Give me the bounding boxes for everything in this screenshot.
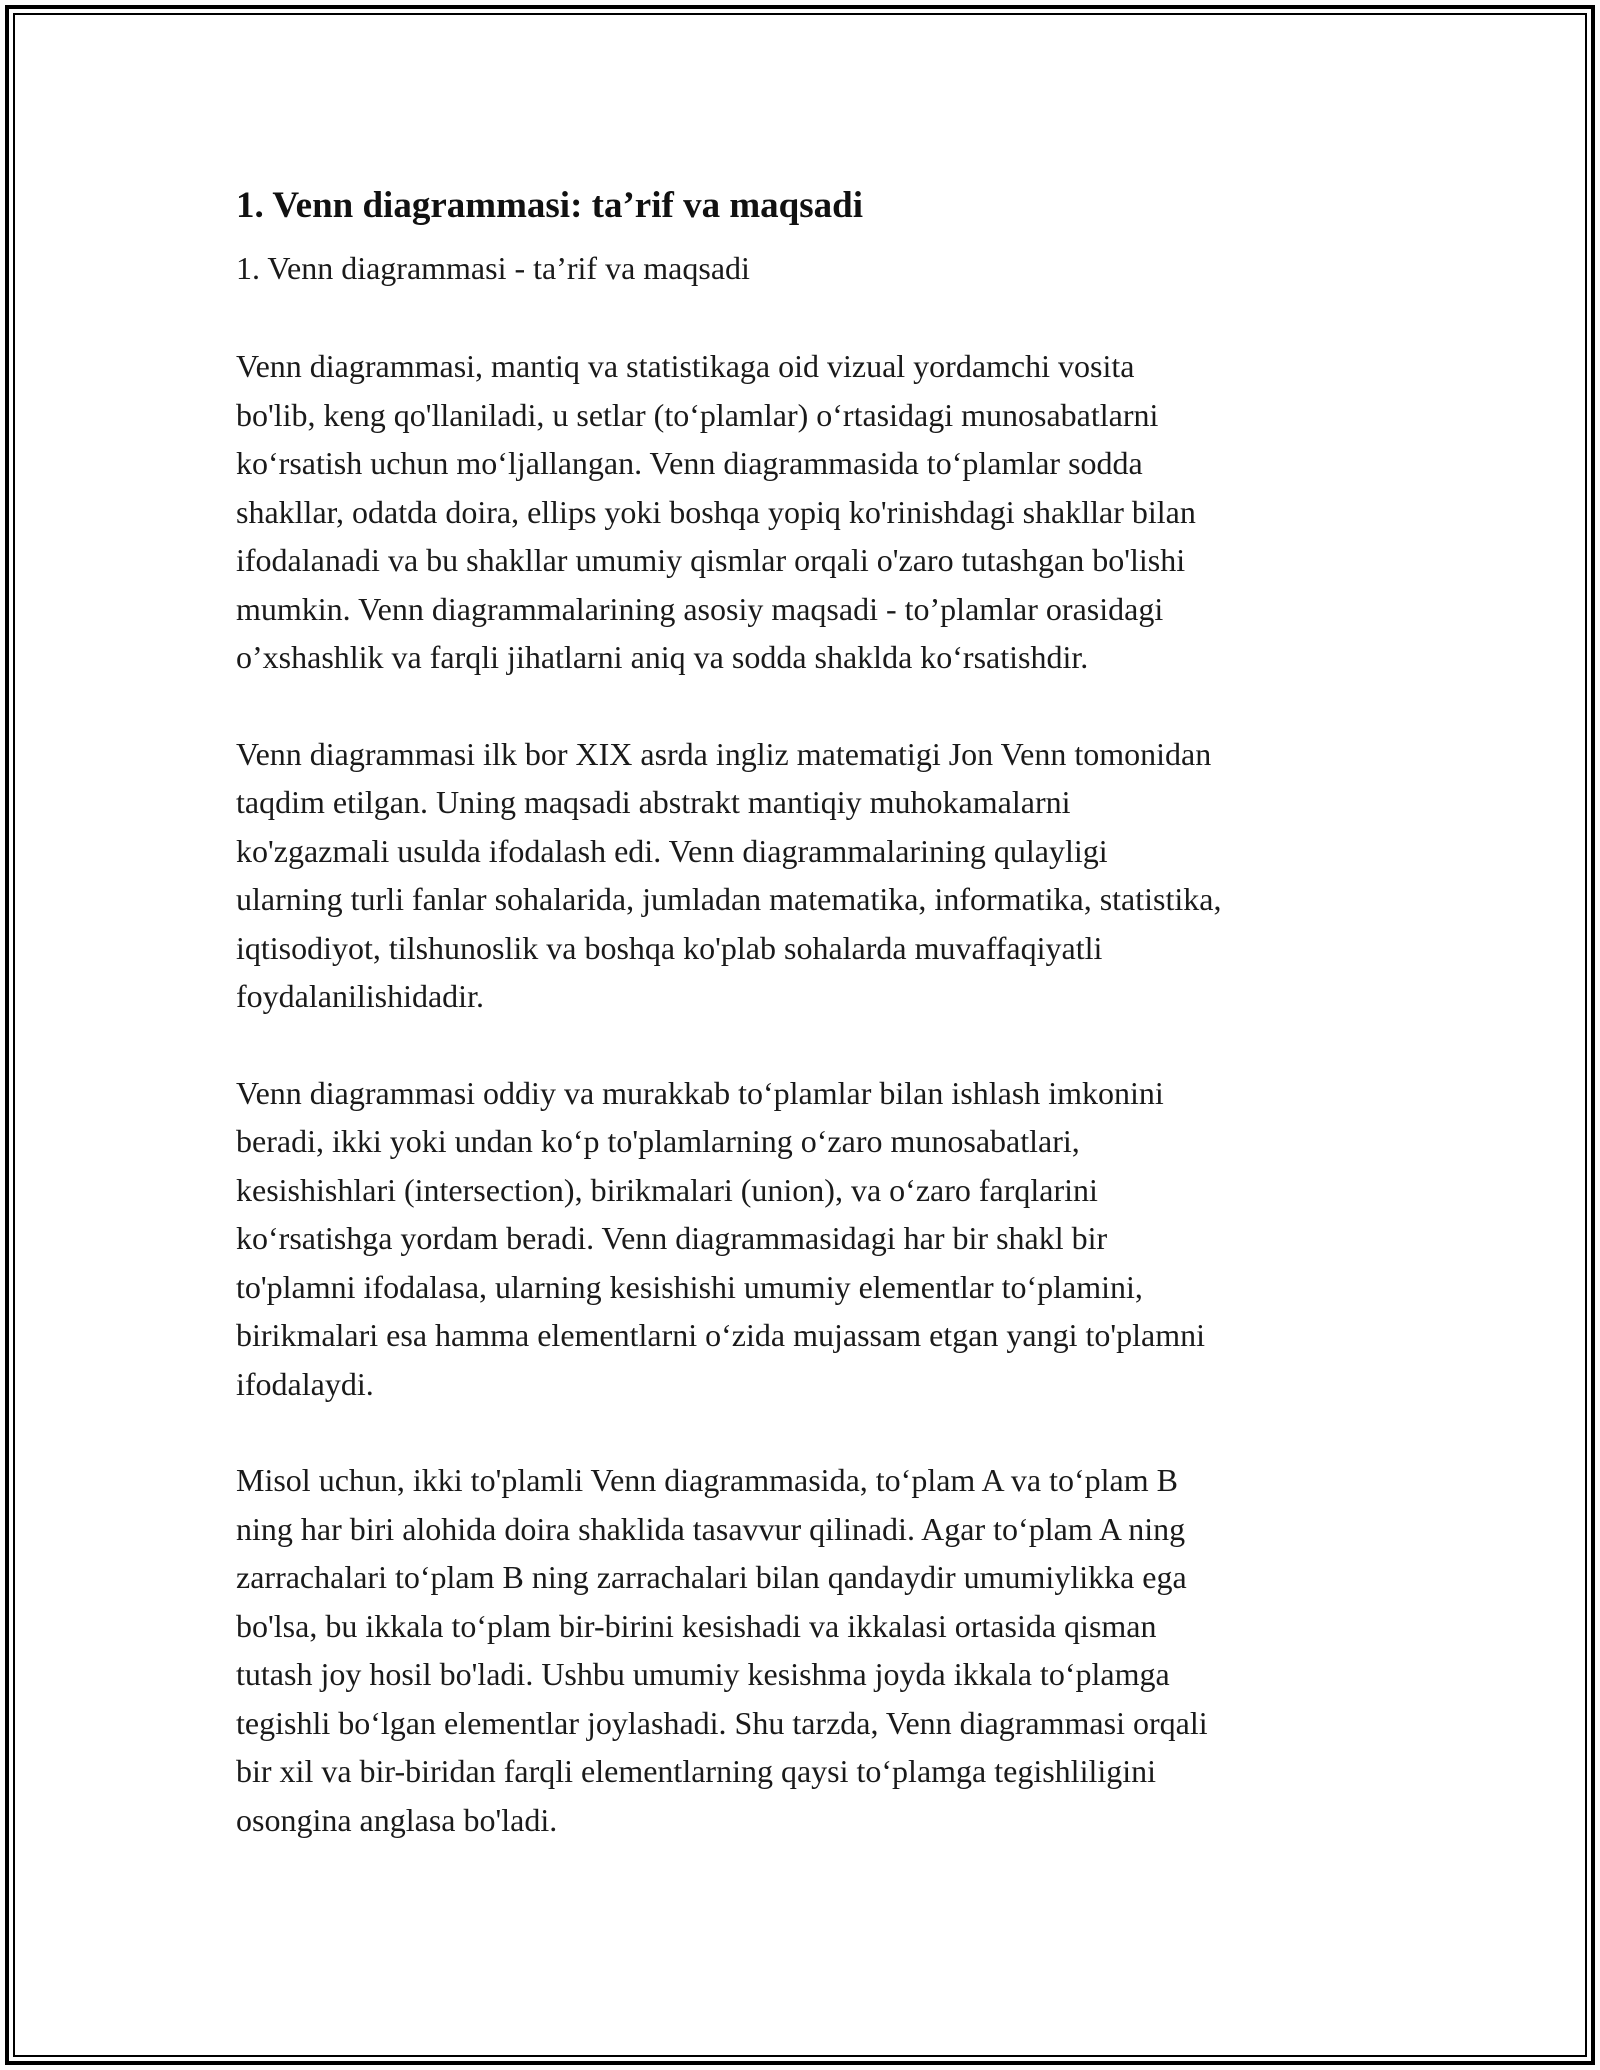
text-line: birikmalari esa hamma elementlarni o‘zida mujassam etgan yangi to'plamni (236, 1317, 1205, 1353)
text-line: bir xil va bir-biridan farqli elementlarning qaysi to‘plamga tegishliligini (236, 1753, 1157, 1789)
text-line: ko‘rsatish uchun mo‘ljallangan. Venn diagrammasida to‘plamlar sodda (236, 445, 1143, 481)
text-line: foydalanilishidadir. (236, 978, 484, 1014)
text-line: iqtisodiyot, tilshunoslik va boshqa ko'plab sohalarda muvaffaqiyatli (236, 929, 1103, 966)
paragraph-usage (236, 1069, 1376, 1409)
text-line: ifodalaydi. (236, 1365, 374, 1402)
text-line: Venn diagrammasi oddiy va murakkab to‘plamlar bilan ishlash imkonini (236, 1074, 1164, 1111)
paragraph-example (236, 1456, 1376, 1844)
text-line: osongina anglasa bo'ladi. (236, 1801, 558, 1838)
text-line: tegishli bo‘lgan elementlar joylashadi. Shu tarzda, Venn diagrammasi orqali (236, 1704, 1208, 1741)
text-line: mumkin. Venn diagrammalarining asosiy maqsadi - to’plamlar orasidagi (236, 590, 1164, 627)
paragraph-history (236, 730, 1376, 1021)
text-line: zarrachalari to‘plam B ning zarrachalari bilan qandaydir umumiylikka ega (236, 1559, 1187, 1595)
text-line: Venn diagrammasi, mantiq va statistikaga oid vizual yordamchi vosita (236, 348, 1135, 384)
document-subtitle: 1. Venn diagrammasi - ta’rif va maqsadi (236, 250, 750, 286)
text-line: shakllar, odatda doira, ellips yoki boshqa yopiq ko'rinishdagi shakllar bilan (236, 493, 1196, 530)
text-line: to'plamni ifodalasa, ularning kesishishi umumiy elementlar to‘plamini, (236, 1268, 1143, 1305)
text-line: ularning turli fanlar sohalarida, jumladan matematika, informatika, statistika, (236, 881, 1222, 917)
text-line: bo'lib, keng qo'llaniladi, u setlar (to‘plamlar) o‘rtasidagi munosabatlarni (236, 396, 1159, 433)
text-line: ning har biri alohida doira shaklida tasavvur qilinadi. Agar to‘plam A ning (236, 1510, 1186, 1547)
text-line: o’xshashlik va farqli jihatlarni aniq va sodda shaklda ko‘rsatishdir. (236, 639, 1089, 675)
text-line: ko'zgazmali usulda ifodalash edi. Venn diagrammalarining qulayligi (236, 832, 1108, 869)
paragraph-definition (236, 342, 1376, 682)
document-title: 1. Venn diagrammasi: ta’rif va maqsadi (236, 185, 863, 226)
text-line: tutash joy hosil bo'ladi. Ushbu umumiy kesishma joyda ikkala to‘plamga (236, 1656, 1170, 1692)
document-body (236, 184, 1376, 1892)
text-line: kesishishlari (intersection), birikmalari (union), va o‘zaro farqlarini (236, 1171, 1098, 1208)
text-line: ifodalanadi va bu shakllar umumiy qismlar orqali o'zaro tutashgan bo'lishi (236, 542, 1186, 578)
text-line: taqdim etilgan. Uning maqsadi abstrakt mantiqiy muhokamalarni (236, 784, 1071, 820)
text-line: bo'lsa, bu ikkala to‘plam bir-birini kesishadi va ikkalasi ortasida qisman (236, 1607, 1157, 1644)
text-line: Misol uchun, ikki to'plamli Venn diagrammasida, to‘plam A va to‘plam B (236, 1462, 1178, 1498)
text-line: beradi, ikki yoki undan ko‘p to'plamlarning o‘zaro munosabatlari, (236, 1123, 1080, 1159)
text-line: ko‘rsatishga yordam beradi. Venn diagrammasidagi har bir shakl bir (236, 1220, 1108, 1256)
text-line: Venn diagrammasi ilk bor XIX asrda ingliz matematigi Jon Venn tomonidan (236, 735, 1212, 772)
